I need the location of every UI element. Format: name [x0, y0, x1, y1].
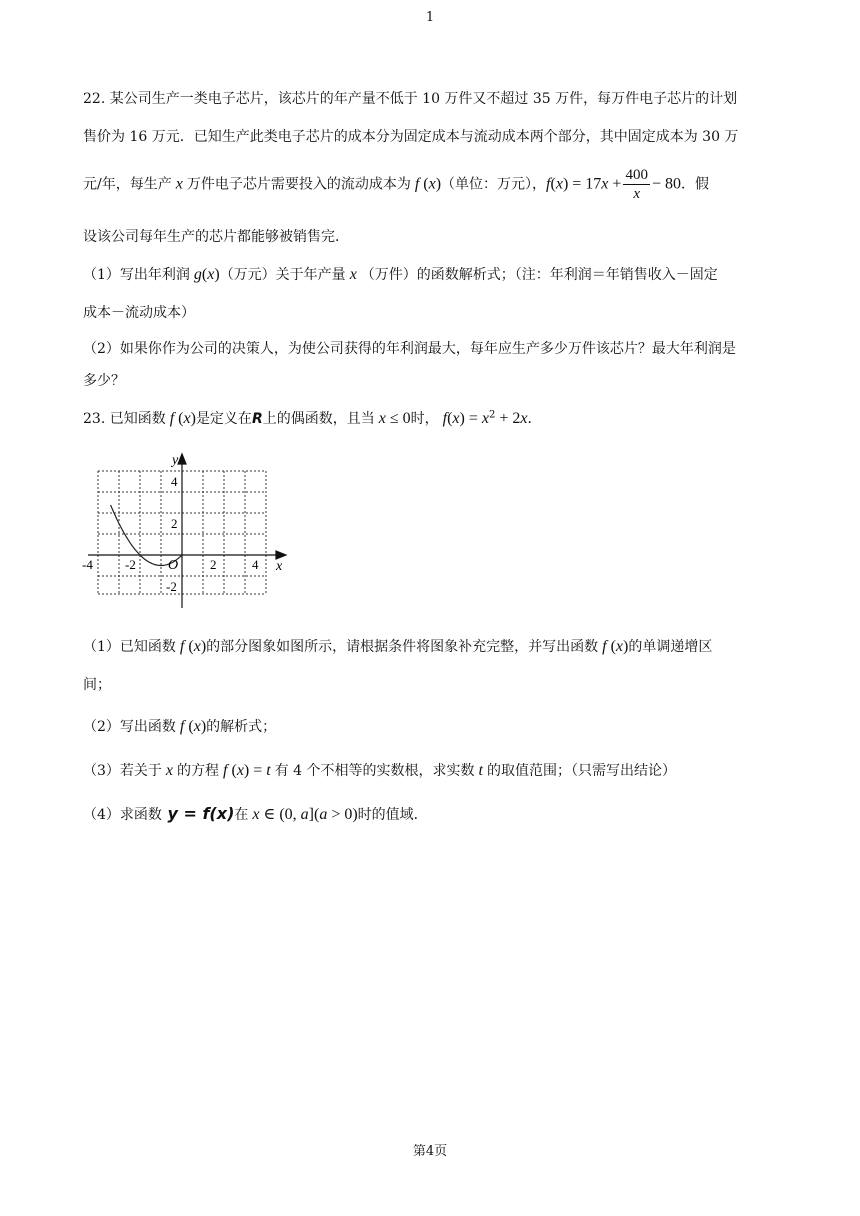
- tick-label-y-2: 2: [171, 516, 178, 531]
- q22-part-2: （2）如果你作为公司的决策人，为使公司获得的年利润最大，每年应生产多少万件该芯片？最大年利润是: [83, 341, 736, 357]
- q22-line-1: 22. 某公司生产一类电子芯片，该芯片的年产量不低于 10 万件又不超过 35 万件，每万件电子芯片的计划: [83, 91, 738, 107]
- q22-line-3-c: （单位：万元），: [441, 176, 547, 193]
- y-axis-label: y: [172, 453, 179, 468]
- q23-part-1-cont: 间；: [83, 677, 111, 693]
- q23-stem: 23. 已知函数 f (x)是定义在R上的偶函数，且当 x ≤ 0时， $f(x) = x^2 + 2x$．: [83, 409, 542, 427]
- q22-part-1-cont: 成本－流动成本）: [83, 305, 195, 321]
- q22-line-2: 售价为 16 万元．已知生产此类电子芯片的成本分为固定成本与流动成本两个部分，其中固定成本为 30 万: [83, 129, 739, 145]
- page-footer: 第4页: [412, 1144, 448, 1159]
- q23-part-3: （3）若关于 x 的方程 f (x) = t 有 4 个不相等的实数根，求实数 t 的取值范围；（只需写出结论）: [83, 762, 676, 779]
- function-graph: [80, 448, 300, 618]
- tick-label-x-neg2: -2: [125, 557, 136, 572]
- q23-part-4: （4）求函数 y = f(x)在 x ∈ (0, a](a > 0)时的值域．: [83, 804, 428, 823]
- q22-line-3: 元/年，每生产 x 万件电子芯片需要投入的流动成本为 f (x)（单位：万元），f(x) = 17x + $\frac{400}{x}$ − 80．假: [83, 167, 709, 202]
- q22-line-3-d: ．假: [680, 176, 709, 193]
- q22-line-4: 设该公司每年生产的芯片都能够被销售完．: [83, 229, 349, 245]
- q23-part-2: （2）写出函数 f (x)的解析式；: [83, 718, 277, 735]
- axes: [88, 454, 286, 608]
- q22-part-2-cont: 多少？: [83, 373, 125, 389]
- x-axis-label: x: [276, 559, 283, 574]
- fraction-400-over-x: $\frac{400}{x}$: [625, 167, 648, 202]
- tick-label-x-neg4: -4: [82, 557, 93, 572]
- tick-label-x-4: 4: [252, 557, 259, 572]
- function-curve: [111, 505, 182, 566]
- origin-label: O: [168, 558, 179, 573]
- q22-part-1: （1）写出年利润 g(x)（万元）关于年产量 x （万件）的函数解析式；（注：年利润＝年销售收入－固定: [83, 266, 718, 283]
- tick-label-x-2: 2: [210, 557, 217, 572]
- q22-line-3-b: 万件电子芯片需要投入的流动成本为: [186, 176, 411, 193]
- page-number: 1: [425, 10, 435, 25]
- q22-line-3-a: 元/年，每生产: [83, 176, 172, 193]
- real-numbers-symbol: R: [251, 411, 263, 427]
- q23-part-1: （1）已知函数 f (x)的部分图象如图所示，请根据条件将图象补充完整，并写出函数 f (x)的单调递增区: [83, 638, 713, 655]
- tick-label-y-4: 4: [171, 474, 178, 489]
- tick-label-y-neg2: -2: [166, 579, 177, 594]
